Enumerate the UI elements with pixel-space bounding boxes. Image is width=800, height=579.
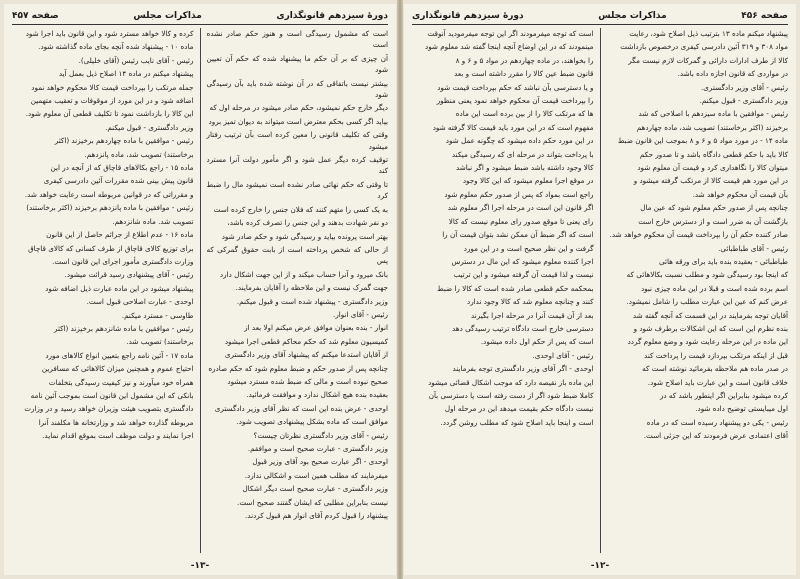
left-center-title: مذاکرات مجلس xyxy=(133,11,202,21)
text-line: میفرمایند که مطلب همین است و اشکالی ندارد. xyxy=(244,470,388,480)
text-line: چنانچه پس از صدور حکم معلوم شود که عین مال xyxy=(640,203,788,213)
right-page-columns xyxy=(412,28,788,553)
text-line: مینمودند که در این اوضاع آنچه اینجا گفته شد معلوم شود xyxy=(425,42,594,52)
text-line: در موقع اجرا معلوم میشود که این کالا وجود xyxy=(462,176,594,186)
text-line: رئیس - آقای پیشنهادی رسید قرائت میشود. xyxy=(64,270,194,280)
text-line: عرض کنم که عین این عبارت مطلب را شامل نمیشود. xyxy=(626,297,788,307)
text-line: که اینجا بود رسیدگی شود و مطلب نسبت بکالاهائی که xyxy=(626,270,788,280)
text-line: پیشنهاد میشود در این ماده عبارت ذیل اضافه شود xyxy=(45,283,194,293)
right-page-number: -۱۲- xyxy=(590,561,610,571)
text-line: قانون ضبط عین کالا را مقرر داشته است و بعد xyxy=(454,69,594,79)
text-line: رئیس - یکی دو پیشنهاد رسیده است که در ماده xyxy=(646,417,788,427)
text-line: رئیس - موافقین با ماده پانزدهم برخیزند (اکثر برخاستند) xyxy=(26,203,194,213)
right-page-label: صفحه ۴۵۶ xyxy=(741,11,788,21)
text-line: کرده میشود بنابراین اگر اینطور باشد که در xyxy=(659,390,788,400)
text-line: اضافه شود و در این مورد از موقوفات و تعقیب متهمین xyxy=(30,96,194,106)
text-line: رئیس - آقای اوحدی. xyxy=(532,350,594,360)
text-line: است که پس از حکم اول داده میشود. xyxy=(480,337,594,347)
text-line: است که اگر ضبط آن ممکن نشد بتوان قیمت آن را xyxy=(442,230,594,240)
text-line: رئیس - آقای طباطبائی. xyxy=(718,243,788,253)
left-page-label: صفحه ۴۵۷ xyxy=(12,11,59,21)
text-line: برخیزند (اکثر برخاستند) تصویب شد، ماده چهاردهم xyxy=(636,122,788,132)
text-line: در این مورد حکم داده میشود که چگونه عمل شود xyxy=(445,136,594,146)
text-line: بمحکمه حکم قطعی صادر شده است که کالا را ضبط xyxy=(437,283,594,293)
text-line: از حالی که شخص پرداخته است از بابت حقوق گمرکی که پس xyxy=(206,244,388,266)
text-line: آن چیزی که بر آن حکم ما پیشنهاد شده که حکم آن تعیین شود xyxy=(206,53,388,75)
text-line: وزیر دادگستری - پیشنهاد شده است و قبول میکنم. xyxy=(236,296,388,306)
text-line: رئیس - آقای وزیر دادگستری نظرتان چیست؟ xyxy=(253,430,388,440)
text-line: کمیسیون معلوم شد که حکم محاکم قطعی اجرا میشود xyxy=(224,336,388,346)
text-line: کالا از طرف ادارات دارائی و گمرکات لازم نیست مگر xyxy=(628,55,788,65)
text-line: نیست و لذا قیمت آن گرفته میشود و این ترتیب xyxy=(453,270,594,280)
text-line: ها که مرتکب کالا را از بین برده است این ماده xyxy=(455,109,594,119)
text-line: قبل از اینکه مرتکب بپردازد قیمت را پرداخت کند xyxy=(644,350,788,360)
left-page xyxy=(4,4,396,575)
text-line: در این مورد هم قیمت کالا از مرتکب گرفته میشود و xyxy=(633,176,788,186)
text-line: بعد از آن قیمت آنرا در مرحله اجرا بگیرند xyxy=(471,310,594,320)
text-line: طباطبائی - بعقیده بنده باید برای ورقه هائی xyxy=(658,256,788,266)
text-line: تا وقتی که حکم نهائی صادر نشده است نمیشود مال را ضبط کرد xyxy=(206,179,388,201)
text-line: اجرا نمایند و دولت موظف است بموقع اقدام نماید. xyxy=(42,431,194,441)
right-page-right-column xyxy=(600,28,789,553)
book-gutter xyxy=(397,0,403,579)
text-line: راجع است بمواد که پس از صدور حکم معلوم شود xyxy=(444,189,594,199)
text-line: صادر کننده حکم آن را بپرداخت قیمت آن محکوم خواهد شد. xyxy=(609,230,788,240)
text-line: چنانچه پس از صدور حکم و ضبط معلوم شود که حکم صادره xyxy=(208,363,388,373)
text-line: اوحدی - عبارت اصلاحی قبول است. xyxy=(86,297,194,307)
text-line: رئیس - موافقین با ماده سیزدهم با اصلاحی که شد xyxy=(638,109,788,119)
text-line: ماده ۱۵ - راجع بکالاهای قاچاق که از آنچه در این xyxy=(50,163,194,173)
text-line: و مقرراتی که در قوانین مربوطه است رعایت خواهد شد. xyxy=(24,189,194,199)
text-line: کرده و کالا خواهد مسترد شود و این قانون باید اجرا شود xyxy=(25,29,194,38)
text-line: رئیس - آقای نایب رئیس (آقای خلیلی). xyxy=(78,55,194,65)
text-line: با پرداخت بتواند در مرحله ای که رسیدگی میکند xyxy=(451,149,594,159)
text-line: اگر قانون این است در مرحله اجرا اگر معلوم شد xyxy=(447,203,594,213)
text-line: قانون پیش بینی شده مقررات آئین دادرسی کیفری xyxy=(43,176,194,186)
text-line: خلاف قانون است و این عبارت باید اصلاح شود. xyxy=(647,377,788,387)
text-line: دسترسی خارج است دادگاه ترتیب رسیدگی دهد xyxy=(452,323,594,333)
text-line: میتوان کالا را نگاهداری کرد و قیمت آن معلوم شود xyxy=(637,163,788,173)
text-line: کالا باید با حکم قطعی دادگاه باشد و تا صدور حکم xyxy=(639,149,788,159)
left-page-right-column xyxy=(200,28,389,553)
text-line: رای یعنی تا موقع صدور رای معلوم نیست که کالا xyxy=(448,216,594,226)
text-line: را بپرداخت قیمت آن محکوم خواهد نمود یعنی منظور xyxy=(436,96,594,106)
text-line: بیشتر نیست باتفاقی که در آن نوشته شده باید بآن رسیدگی شود xyxy=(206,78,388,100)
text-line: است که مشمول رسیدگی است و هنوز حکم صادر نشده است xyxy=(206,29,388,50)
text-line: است که توجه میفرمودند اگر این توجه میفرمودید آنوقت xyxy=(427,29,594,38)
text-line: دیگر خارج حکم نمیشود، حکم صادر میشود در مرحله اول که xyxy=(209,103,388,113)
left-page-left-column xyxy=(12,28,200,553)
right-page-header xyxy=(412,8,788,25)
right-page xyxy=(404,4,796,575)
text-line: بآن قیمت آن محکوم خواهد شد. xyxy=(692,189,788,199)
text-line: بنده نظرم این است که این اشکالات برطرف شود و xyxy=(633,323,788,333)
text-line: تصویب شد. ماده شانزدهم. xyxy=(112,216,194,226)
text-line: صحیح نبوده است و مالی که ضبط شده مسترد میشود xyxy=(227,376,388,386)
text-line: دو نفر شهادت بدهند و این جنس را تصرف کرده باشد، xyxy=(227,218,388,228)
text-line: در مواردی که قانون اجازه داده باشد. xyxy=(677,69,788,79)
text-line: موافق است که ماده بشکل پیشنهادی تصویب شود. xyxy=(236,417,388,427)
text-line: اوحدی - اگر آقای وزیر دادگستری توجه بفرمایند xyxy=(452,364,594,374)
text-line: بهتر است پرونده بیاید و رسیدگی شود و حکم صادر شود xyxy=(221,231,388,241)
text-line: اجرا کننده معلوم میشود که این مال در دسترس xyxy=(451,256,594,266)
text-line: گرفت و این نظر صحیح است و در این مورد xyxy=(463,243,594,253)
right-outer-title: دورۀ سیزدهم قانونگذاری xyxy=(412,11,524,21)
text-line: در صدر ماده هم ملاحظه بفرمائید نوشته است که xyxy=(642,364,788,374)
text-line: آقای اعتمادی عرض فرمودند که این جزئی است. xyxy=(643,431,788,441)
text-line: ماده ۱۴ - در مورد مواد ۵ و ۶ و ۸ بموجب این قانون ضبط xyxy=(617,136,788,146)
text-line: برخاستند) تصویب شد. xyxy=(126,337,194,347)
text-line: رئیس - آقای وزیر دادگستری. xyxy=(701,82,788,92)
text-line: این ماده باز نقیصه دارد که موجب اشکال قضائی میشود xyxy=(428,377,594,387)
text-line: اول میبایستی توضیح داده شود. xyxy=(695,404,788,414)
text-line: به یک کسی را متهم کنند که فلان جنس را خارج کرده است xyxy=(213,204,388,214)
left-page-number: -۱۳- xyxy=(190,561,210,571)
right-center-title: مذاکرات مجلس xyxy=(598,11,667,21)
text-line: از آقایان استدعا میکنم که پیشنهاد آقای وزیر دادگستری xyxy=(224,350,388,360)
text-line: پیشنهاد را قبول کردم آقای انوار هم قبول کردند. xyxy=(245,511,388,521)
text-line: برای توزیع کالای قاچاق از طرف کسانی که کالای قاچاق xyxy=(28,243,194,253)
text-line: طاوسی - مسترد میکنم. xyxy=(121,310,194,320)
text-line: کنند و چنانچه معلوم شد که کالا وجود ندارد xyxy=(467,297,594,307)
text-line: مواد ۳۰۸ و ۳۱۹ آئین دادرسی کیفری درخصوص بازداشت xyxy=(620,42,788,52)
text-line: این کالا را بازداشت نمود تا تکلیف قطعی آن معلوم شود. xyxy=(25,109,194,119)
text-line: نیست دادگاه حکم بقیمت میدهد این در مرحله اول xyxy=(444,404,594,414)
text-line: رئیس - موافقین با ماده چهاردهم برخیزند (اکثر xyxy=(54,136,194,146)
text-line: مربوطه گذارده خواهد شد و وزارتخانه ها مکلفند آنرا xyxy=(38,417,194,427)
text-line: کالا وجود داشته باشد ضبط میشود و اگر نباشد xyxy=(456,163,594,173)
text-line: را بخواهند، در ماده چهاردهم در مواد ۵ و ۶ و ۸ xyxy=(455,55,594,65)
right-page-left-column xyxy=(412,28,600,553)
text-line: آقایان توجه بفرمایند در این قسمت که آنچه گفته شد xyxy=(632,310,788,320)
text-line: است و اینجا باید اصلاح شود که مطلب روشن گردد. xyxy=(440,417,594,427)
text-line: کاملا ضبط شود اگر از دست رفته است یا دسترسی بآن xyxy=(428,390,594,400)
text-line: رئیس - موافقین با ماده شانزدهم برخیزند (اکثر xyxy=(54,323,194,333)
text-line: رئیس - آقای انوار. xyxy=(333,309,388,319)
text-line: وزیر دادگستری - عبارت صحیح است و موافقم. xyxy=(247,444,388,453)
text-line: پیشنهاد میکنم ماده ۱۳ بترتیب ذیل اصلاح شود، رعایت xyxy=(629,29,788,38)
text-line: پیشنهاد میکنم در ماده ۱۴ اصلاح ذیل بعمل آید xyxy=(58,69,194,79)
left-page-header xyxy=(12,8,388,25)
text-line: وزارت دادگستری مأمور اجرای این قانون است. xyxy=(52,256,194,266)
text-line: همراه خود میآورند و نیز کیفیت رسیدگی بتخلفات xyxy=(48,377,194,387)
text-line: برخاستند) تصویب شد، ماده پانزدهم. xyxy=(84,149,194,159)
text-line: انوار - بنده بعنوان موافق عرض میکنم اولا بعد از xyxy=(244,323,388,333)
text-line: بیاید اگر کسی بحکم معترض است میتواند به دیوان تمیز برود xyxy=(208,116,388,126)
text-line: ماده ۱۷ - آئین نامه راجع بتعیین انواع کالاهای مورد xyxy=(45,350,194,360)
text-line: و یا دسترسی بآن نباشد که حکم بپرداخت قیمت شود xyxy=(437,82,594,92)
text-line: اوحدی - اگر عبارت صحیح بود آقای وزیر قبول xyxy=(252,457,388,467)
text-line: وزیر دادگستری - قبول میکنم. xyxy=(699,96,788,106)
text-line: توقیف کرده دیگر عمل شود و اگر مأمور دولت آنرا مسترد کند xyxy=(206,155,388,176)
text-line: وزیر دادگستری - قبول میکنم. xyxy=(105,122,194,132)
text-line: وقتی که تکلیف قانونی را معین کرده است بآن ترتیب رفتار میشود xyxy=(206,130,388,151)
text-line: بانکی که این مشمول این قانون است بموجب آئین نامه xyxy=(30,390,194,400)
text-line: این ماده در این مرحله رعایت شود و وضع معلوم گردد xyxy=(627,337,788,347)
text-line: دادگستری بتصویب هیئت وزیران خواهد رسید و در وزارت xyxy=(24,404,194,414)
text-line: ماده ۱۶ - عدم اطلاع از جرائم حاصل از این قانون xyxy=(46,230,194,240)
left-page-columns xyxy=(12,28,388,553)
text-line: مفهوم است که در این مورد باید قیمت کالا گرفته شود xyxy=(432,122,594,132)
text-line: نیست بنابراین مطلبی که ایشان گفتند صحیح است. xyxy=(237,497,388,507)
text-line: جهت گمرک نیست و این ملاحظه را آقایان بفرمایند. xyxy=(235,283,388,293)
text-line: وزیر دادگستری - عبارت صحیح است دیگر اشکال xyxy=(242,484,388,494)
text-line: بازگشت آن به ضرر است و از دسترس خارج است xyxy=(638,216,788,226)
text-line: ماده ۱۰ - پیشنهاد شده آنچه بجای ماده گذاشته شود. xyxy=(38,42,194,52)
text-line: جمله مرتکب را بپرداخت قیمت کالا محکوم خواهد نمود xyxy=(31,82,194,92)
left-outer-title: دورۀ سیزدهم قانونگذاری xyxy=(276,11,388,21)
text-line: احتیاج عموم و همچنین میزان کالاهائی که مسافرین xyxy=(41,364,194,374)
text-line: بانک میرود و آنرا حساب میکند و از این جهت اشکال دارد xyxy=(219,269,388,279)
text-line: بعقیده بنده هیچ اشکال ندارد و موافقت فرمائید. xyxy=(246,390,388,400)
text-line: اوحدی - عرض بنده این است که نظر آقای وزیر دادگستری xyxy=(214,403,388,413)
text-line: اسم برده شده است و قبلا در این ماده چیزی نبود xyxy=(640,283,788,293)
